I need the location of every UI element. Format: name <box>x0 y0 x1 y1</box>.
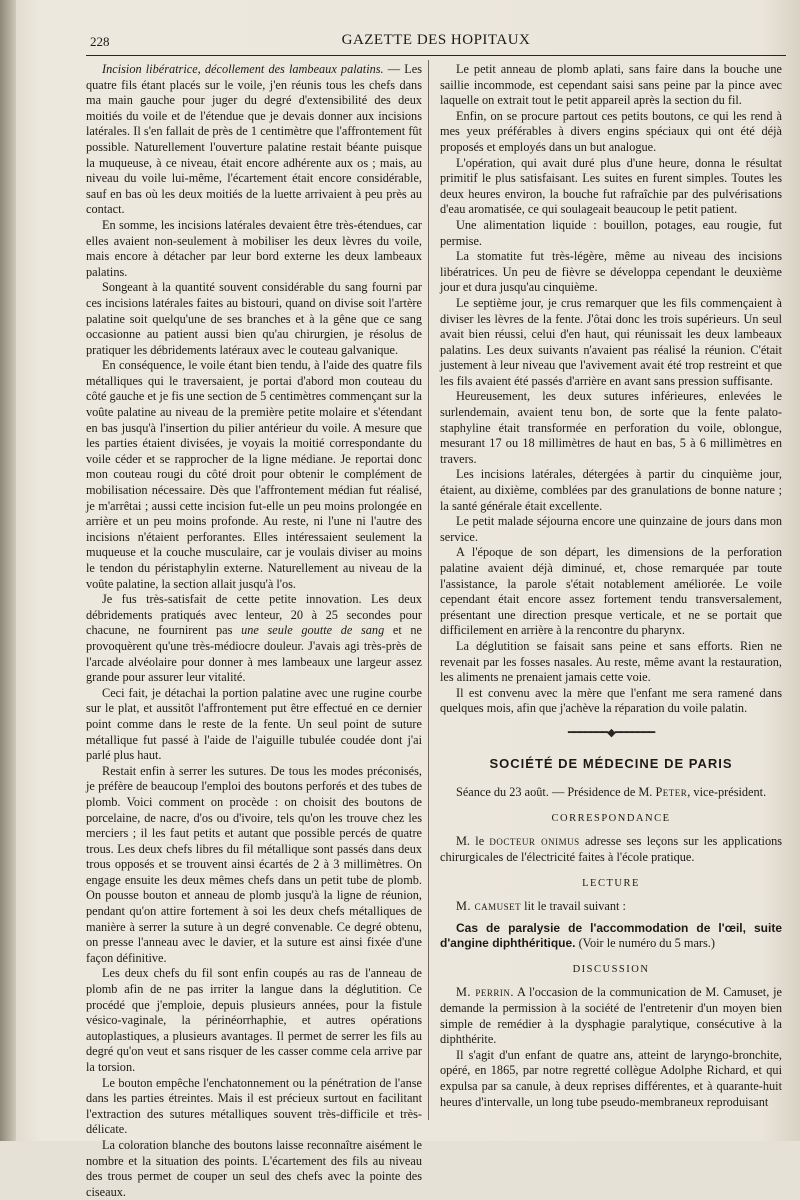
doctor-name: docteur onimus <box>489 834 580 849</box>
paragraph: Les incisions latérales, détergées à partir du cinquième jour, étaient, au dixième, comblées par des granulations de bonne nature ; la santé générale était excellente. <box>440 467 782 513</box>
paragraph: Le bouton empêche l'enchatonnement ou la pénétration de l'anse dans les parties étreintes. Mais il est précieux surtout en facilitant l'extraction des sutures métalliques souvent très-difficile et très-délicate. <box>86 1075 422 1137</box>
speaker-name: M. perrin. <box>456 985 514 1000</box>
paragraph: Le petit anneau de plomb aplati, sans faire dans la bouche une saillie incommode, est cependant saisi sans peine par la pince avec laquelle on extrait tout le petit appareil après la section du fil. <box>440 62 782 108</box>
author-name: M. camuset <box>456 899 522 914</box>
heading-correspondance: CORRESPONDANCE <box>551 812 671 824</box>
paragraph: M. perrin. A l'occasion de la communication de M. Camuset, je demande la permission à la société de l'entretenir d'un moyen bien simple de remédier à la dysphagie paralytique, consécutive à la diphthérite. <box>440 985 782 1047</box>
ornamental-divider: ━━━━━━━◆━━━━━━━ <box>567 726 655 739</box>
page-number: 228 <box>90 34 110 49</box>
column-divider <box>428 60 429 1120</box>
paragraph: M. camuset lit le travail suivant : <box>456 899 626 914</box>
paragraph: La stomatite fut très-légère, même au niveau des incisions libératrices. Un peu de fièvre se développa cependant le deuxième jour et dura jusqu'au cinquième. <box>440 249 782 295</box>
paragraph: Le septième jour, je crus remarquer que les fils commençaient à diviser les lèvres de la fente. J'ôtai donc les trois supérieurs. Un seul avait bien réussi, celui d'en haut, qui réunissait les deux lambeaux palatins. Les deux suivants n'avaient pas réalisé la réunion. C'était justement à leur niveau que l'avivement avait été trop restreint et que les fils avaient été passés d'arrière en avant sans pression suffisante. <box>440 295 782 388</box>
left-column <box>86 62 422 1200</box>
page-binding-edge <box>0 0 16 1141</box>
paragraph: Incision libératrice, décollement des lambeaux palatins. — Les quatre fils étant placés sur le voile, j'en réunis tous les chefs dans ma main gauche pour juger du degré d'extensibilité des deux moitiés du voile et de l'étendue que je devais donner aux incisions latérales. Il s'en fallait de près de 1 centimètre que l'affrontement fût possible. Naturellement l'ouverture palatine restait béante puisque la muqueuse, à ce niveau, était encore adhérente aux os ; mais, au niveau du voile lui-même, l'écartement était encore considérable, sauf en bas où les deux moitiés de la luette arrivaient à peu près au contact. <box>86 62 422 217</box>
paragraph: Il est convenu avec la mère que l'enfant me sera ramené dans quelques mois, afin que j'achève la réparation du voile palatin. <box>440 685 782 716</box>
paragraph: Je fus très-satisfait de cette petite innovation. Les deux débridements pratiqués avec lenteur, 20 à 25 secondes pour chacune, ne fournirent pas une seule goutte de sang et ne provoquèrent qu'une très-médiocre douleur. J'avais agi très-près de l'arcade alvéolaire pour donner à mes lambeaux une largeur assez grande pour assurer leur vitalité. <box>86 592 422 685</box>
journal-title: GAZETTE DES HOPITAUX <box>341 32 531 48</box>
paragraph: A l'époque de son départ, les dimensions de la perforation palatine avaient déjà diminué, et, chose remarquée par toute l'assistance, la parole s'était notablement améliorée. Le voile cependant était encore assez fortement tendu transversalement, présentant une direction presque verticale, et ne se portait que difficilement en arrière à la rencontre du pharynx. <box>440 545 782 638</box>
paragraph: Enfin, on se procure partout ces petits boutons, ce qui les rend à mes yeux préférables à divers engins spéciaux qui ont été déjà proposés et employés dans un but analogue. <box>440 108 782 154</box>
paragraph: Ceci fait, je détachai la portion palatine avec une rugine courbe sur le plat, et aussitôt l'affrontement put être effectué en ce dernier point comme dans le reste de la fente. Un seul point de suture métallique fut passé à l'aide de l'aiguille tubulée coudée dont j'ai parlé plus haut. <box>86 685 422 763</box>
header-rule <box>86 55 786 56</box>
page-header <box>86 30 786 52</box>
society-title: SOCIÉTÉ DE MÉDECINE DE PARIS <box>489 755 733 771</box>
paragraph: En conséquence, le voile étant bien tendu, à l'aide des quatre fils métalliques qui le traversaient, je portai d'abord mon couteau du côté gauche et je fis une section de 5 centimètres commençant sur la voûte palatine au niveau de la première petite molaire et s'étendant en bas jusqu'à l'insertion du pilier antérieur du voile. A mesure que les parties étaient divisées, je voyais la moitié correspondante du voile céder et se rapprocher de la ligne médiane. Je reportai donc mon couteau rougi du côté droit pour obtenir le complément de mobilisation nécessaire. Dès que l'affrontement médian fut réalisé, je m'arrêtai ; aussi cette incision fut-elle un peu moins prolongée en arrière et un peu moins profonde. Au reste, ni l'une ni l'autre des incisions n'étaient perforantes. Elles intéressaient seulement la muqueuse et la couche musculaire, car je voulais diviser au moins le tendon du péristaphylin externe. Naturellement au niveau de la voûte palatine, la section allait jusqu'à l'os. <box>86 358 422 591</box>
paragraph: Les deux chefs du fil sont enfin coupés au ras de l'anneau de plomb afin de ne pas irriter la langue dans la déglutition. Ce procédé que j'emploie, depuis plusieurs années, pour la fistule vésico-vaginale, la périnéorrhaphie, et autres opérations autoplastiques, a plusieurs avantages. Il permet de serrer les fils au degré qu'on veut et sans risquer de les casser comme cela arrive par la torsion. <box>86 966 422 1074</box>
paragraph: Songeant à la quantité souvent considérable du sang fourni par ces incisions latérales faites au bistouri, quand on divise soit l'artère palatine soit quelqu'une de ses branches et à la gêne que ce sang occasionne au patient aussi bien qu'au chirurgien, je résolus de pratiquer les débridements latéraux avec le couteau galvanique. <box>86 280 422 357</box>
paragraph: Le petit malade séjourna encore une quinzaine de jours dans mon service. <box>440 514 782 544</box>
paragraph: L'opération, qui avait duré plus d'une heure, donna le résultat primitif le plus satisfaisant. Les suites en furent simples. Toutes les deux heures environ, la bouche fut rafraîchie par des pulvérisations d'eau aromatisée, ce qui soulageait beaucoup le petit patient. <box>440 155 782 217</box>
heading-lecture: LECTURE <box>582 877 640 889</box>
paragraph: La coloration blanche des boutons laisse reconnaître aisément le nombre et la situation des points. L'écartement des fils au niveau des trous permet de couper un seul des chefs avec la pointe des ciseaux. <box>86 1137 422 1199</box>
paragraph: La déglutition se faisait sans peine et sans efforts. Rien ne revenait par les fosses nasales. Au reste, même avant la restauration, les aliments ne prenaient jamais cette voie. <box>440 638 782 685</box>
right-column <box>440 62 782 1110</box>
paragraph: Restait enfin à serrer les sutures. De tous les modes préconisés, je préfère de beaucoup l'emploi des boutons perforés et des tubes de plomb. Voici comment on procède : on choisit des boutons de porcelaine, de nacre, d'os ou d'ivoire, tels qu'on les trouve chez les merciers ; il les faut petits et autant que possible percés de quatre trous. Les deux chefs libres du fil métallique sont passés dans deux trous opposés et se trouvent ainsi écartés de 2 à 3 millimètres. On engage ensuite les deux mêmes chefs dans un petit tube de plomb. On pousse bouton et anneau de plomb jusqu'à la ligne de réunion, pendant qu'on attire fortement à soi les deux chefs métalliques de manière à serrer la suture à un degré convenable. Ce degré obtenu, on presse l'anneau avec le davier, et la suture est ainsi fixée d'une façon définitive. <box>86 763 422 965</box>
paragraph: Une alimentation liquide : bouillon, potages, eau rougie, fut permise. <box>440 217 782 248</box>
paper-title: Cas de paralysie de l'accommodation de l'œil, suite d'angine diphthéritique. <box>440 920 782 951</box>
section-lead-title: Incision libératrice, décollement des lambeaux palatins. <box>102 62 384 76</box>
session-line: Séance du 23 août. — Présidence de M. Peter, vice-président. <box>456 785 767 800</box>
paragraph: M. le docteur onimus adresse ses leçons sur les applications chirurgicales de l'électricité faites à l'école pratique. <box>440 834 783 864</box>
paragraph: Heureusement, les deux sutures inférieures, enlevées le surlendemain, avaient tenu bon, de sorte que la fente palato-staphyline était transformée en perforation du voile, oblongue, mesurant 17 ou 18 millimètres de haut en bas, 5 à 6 millimètres en travers. <box>440 389 782 466</box>
paragraph: En somme, les incisions latérales devaient être très-étendues, car elles avaient non-seulement à mobiliser les deux lèvres du voile, mais encore à détacher par leur bord externe les deux lambeaux palatins. <box>86 217 422 279</box>
heading-discussion: DISCUSSION <box>572 963 650 975</box>
president-name: Peter <box>655 785 688 800</box>
emphasis: une seule goutte de sang <box>241 623 385 638</box>
paragraph: Il s'agit d'un enfant de quatre ans, atteint de laryngo-bronchite, opéré, en 1865, par notre regretté collègue Adolphe Richard, et qui expulsa par sa canule, à deux reprises différentes, et à quarante-huit heures d'intervalle, un long tube pseudo-membraneux reproduisant <box>440 1047 782 1109</box>
paragraph: Cas de paralysie de l'accommodation de l'œil, suite d'angine diphthéritique. (Voir le numéro du 5 mars.) <box>440 920 782 951</box>
